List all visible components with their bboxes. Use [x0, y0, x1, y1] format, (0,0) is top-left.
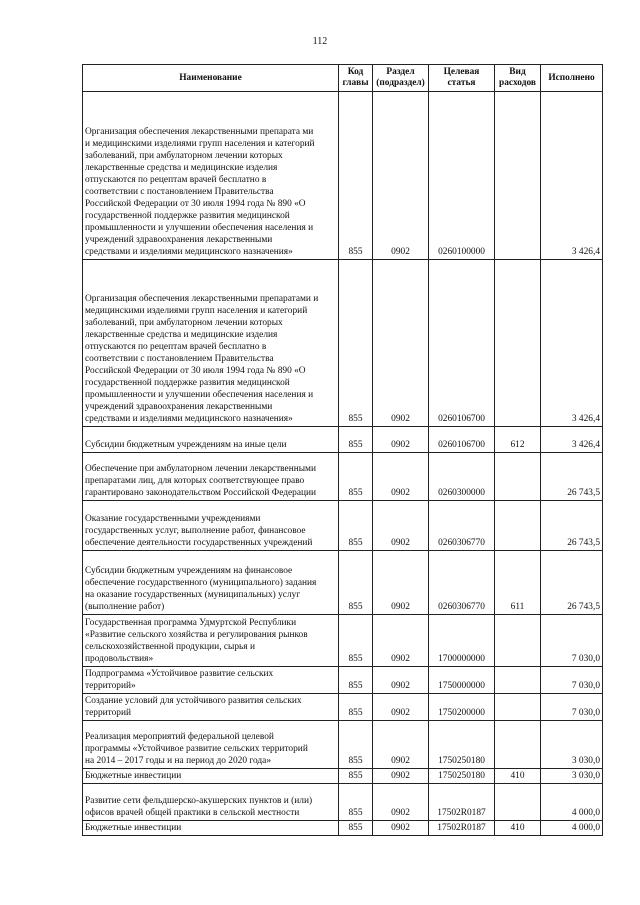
- row-amount: 7 030,0: [541, 667, 603, 694]
- row-name: Бюджетные инвестиции: [83, 769, 339, 784]
- row-type: 612: [495, 427, 541, 453]
- row-amount: 3 030,0: [541, 769, 603, 784]
- table-row: [83, 92, 603, 260]
- table-row: [83, 260, 603, 427]
- row-target: 17502R0187: [429, 784, 495, 821]
- row-section: 0902: [373, 427, 429, 453]
- table-row: [83, 694, 603, 721]
- row-name: Обеспечение при амбулаторном лечении лекарственными препаратами лиц, для которых соответствующее право гарантировано законодательством Российской Федерации: [83, 453, 339, 501]
- header-target: Целевая статья: [429, 65, 495, 92]
- row-amount: 26 743,5: [541, 551, 603, 615]
- row-code: 855: [339, 721, 373, 769]
- row-name: Организация обеспечения лекарственными препаратами и медицинскими изделиями групп населения и категорий заболеваний, при амбулаторном лечении которых лекарственные средства и медицинские изделия отпускаются по рецептам врачей бесплатно в соответствии с постановлением Правительства Российской Федерации от 30 июля 1994 года № 890 «О государственной поддержке развития медицинской промышленности и улучшении обеспечения населения и учреждений здравоохранения лекарственными средствами и изделиями медицинского назначения»: [83, 260, 339, 427]
- row-code: 855: [339, 501, 373, 551]
- row-name: Оказание государственными учреждениями государственных услуг, выполнение работ, финансовое обеспечение деятельности государственных учреждений: [83, 501, 339, 551]
- header-name: Наименование: [83, 65, 339, 92]
- row-amount: 26 743,5: [541, 501, 603, 551]
- row-section: 0902: [373, 667, 429, 694]
- row-target: 0260300000: [429, 453, 495, 501]
- row-code: 855: [339, 427, 373, 453]
- row-section: 0902: [373, 694, 429, 721]
- row-name: Субсидии бюджетным учреждениям на финансовое обеспечение государственного (муниципального) задания на оказание государственных (муниципальных) услуг (выполнение работ): [83, 551, 339, 615]
- row-target: 1750250180: [429, 769, 495, 784]
- row-target: 0260306770: [429, 501, 495, 551]
- table-row: [83, 453, 603, 501]
- row-code: 855: [339, 260, 373, 427]
- row-section: 0902: [373, 260, 429, 427]
- row-name: Государственная программа Удмуртской Республики «Развитие сельского хозяйства и регулирования рынков сельскохозяйственной продукции, сырья и продовольствия»: [83, 615, 339, 667]
- row-code: 855: [339, 769, 373, 784]
- row-target: 0260106700: [429, 260, 495, 427]
- header-type: Вид расходов: [495, 65, 541, 92]
- row-type: [495, 784, 541, 821]
- row-amount: 4 000,0: [541, 784, 603, 821]
- row-section: 0902: [373, 501, 429, 551]
- page-number: 112: [312, 36, 328, 47]
- row-code: 855: [339, 694, 373, 721]
- table-row: [83, 769, 603, 784]
- row-name: Подпрограмма «Устойчивое развитие сельских территорий»: [83, 667, 339, 694]
- row-code: 855: [339, 784, 373, 821]
- row-type: [495, 667, 541, 694]
- row-amount: 26 743,5: [541, 453, 603, 501]
- row-name: Субсидии бюджетным учреждениям на иные цели: [83, 427, 339, 453]
- row-amount: 3 030,0: [541, 721, 603, 769]
- row-target: 0260106700: [429, 427, 495, 453]
- table-row: [83, 784, 603, 821]
- row-type: 611: [495, 551, 541, 615]
- table-header-row: [83, 65, 603, 92]
- row-code: 855: [339, 551, 373, 615]
- header-section: Раздел (подраздел): [373, 65, 429, 92]
- row-target: 0260306770: [429, 551, 495, 615]
- row-code: 855: [339, 453, 373, 501]
- row-name: Развитие сети фельдшерско-акушерских пунктов и (или) офисов врачей общей практики в сельской местности: [83, 784, 339, 821]
- row-target: 1750200000: [429, 694, 495, 721]
- row-code: 855: [339, 615, 373, 667]
- table-row: [83, 501, 603, 551]
- row-section: 0902: [373, 784, 429, 821]
- row-section: 0902: [373, 453, 429, 501]
- header-code: Код главы: [339, 65, 373, 92]
- table-row: [83, 615, 603, 667]
- row-name: Реализация мероприятий федеральной целевой программы «Устойчивое развитие сельских территорий на 2014 – 2017 годы и на период до 2020 года»: [83, 721, 339, 769]
- row-code: 855: [339, 92, 373, 260]
- row-type: [495, 92, 541, 260]
- row-name: Создание условий для устойчивого развития сельских территорий: [83, 694, 339, 721]
- row-type: [495, 453, 541, 501]
- header-amount: Исполнено: [541, 65, 603, 92]
- budget-table: [82, 64, 603, 836]
- row-name: Бюджетные инвестиции: [83, 821, 339, 836]
- row-type: 410: [495, 769, 541, 784]
- table-row: [83, 721, 603, 769]
- row-section: 0902: [373, 92, 429, 260]
- row-type: [495, 501, 541, 551]
- row-target: 1750250180: [429, 721, 495, 769]
- row-amount: 4 000,0: [541, 821, 603, 836]
- row-type: 410: [495, 821, 541, 836]
- row-section: 0902: [373, 721, 429, 769]
- row-type: [495, 615, 541, 667]
- row-name: Организация обеспечения лекарственными препарата ми и медицинскими изделиями групп населения и категорий заболеваний, при амбулаторном лечении которых лекарственные средства и медицинские изделия отпускаются по рецептам врачей бесплатно в соответствии с постановлением Правительства Российской Федерации от 30 июля 1994 года № 890 «О государственной поддержке развития медицинской промышленности и улучшении обеспечения населения и учреждений здравоохранения лекарственными средствами и изделиями медицинского назначения»: [83, 92, 339, 260]
- row-target: 1750000000: [429, 667, 495, 694]
- row-amount: 7 030,0: [541, 615, 603, 667]
- table-row: [83, 427, 603, 453]
- row-section: 0902: [373, 769, 429, 784]
- row-section: 0902: [373, 551, 429, 615]
- row-type: [495, 721, 541, 769]
- row-section: 0902: [373, 615, 429, 667]
- row-amount: 3 426,4: [541, 92, 603, 260]
- row-type: [495, 694, 541, 721]
- row-amount: 3 426,4: [541, 427, 603, 453]
- table-row: [83, 821, 603, 836]
- table-row: [83, 551, 603, 615]
- row-amount: 7 030,0: [541, 694, 603, 721]
- row-target: 17502R0187: [429, 821, 495, 836]
- table-row: [83, 667, 603, 694]
- row-type: [495, 260, 541, 427]
- row-target: 1700000000: [429, 615, 495, 667]
- row-amount: 3 426,4: [541, 260, 603, 427]
- row-code: 855: [339, 667, 373, 694]
- row-code: 855: [339, 821, 373, 836]
- row-target: 0260100000: [429, 92, 495, 260]
- row-section: 0902: [373, 821, 429, 836]
